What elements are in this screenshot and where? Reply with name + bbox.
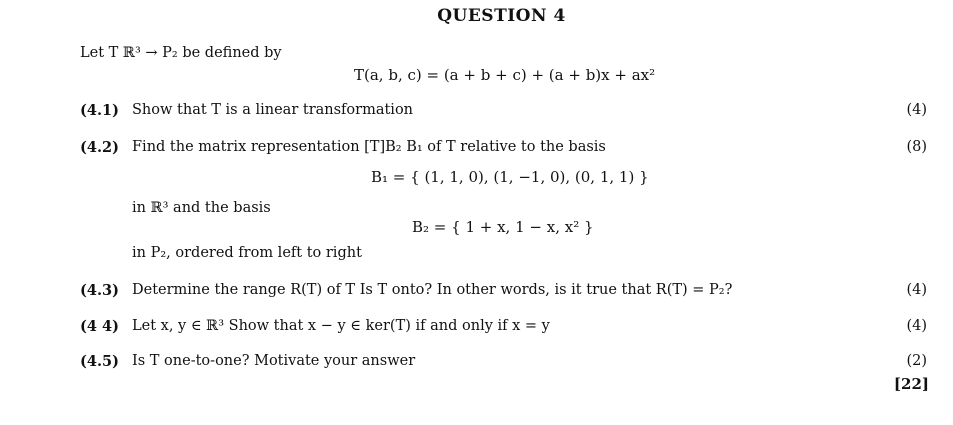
part-text-4-1: Show that T is a linear transformation [132,102,414,118]
part-marks-4-3: (4) [906,282,927,298]
part-marks-4-1: (4) [906,102,927,118]
basis-b1-equation: B₁ = { (1, 1, 0), (1, −1, 0), (0, 1, 1) } [371,168,649,186]
part-number-4-3: (4.3) [80,282,119,299]
part-marks-4-2: (8) [906,139,927,155]
in-p2-text: in P₂, ordered from left to right [132,245,362,261]
total-marks: [22] [893,375,929,393]
basis-b2-equation: B₂ = { 1 + x, 1 − x, x² } [412,218,594,236]
intro-text: Let T ℝ³ → P₂ be defined by [80,45,282,61]
part-number-4-4: (4 4) [80,318,119,335]
question-title: QUESTION 4 [437,6,566,26]
part-text-4-5: Is T one-to-one? Motivate your answer [132,353,416,369]
part-number-4-1: (4.1) [80,102,119,119]
part-marks-4-5: (2) [906,353,927,369]
part-text-4-3: Determine the range R(T) of T Is T onto? In other words, is it true that R(T) = P₂? [132,282,733,298]
in-r3-text: in ℝ³ and the basis [132,200,271,216]
part-number-4-2: (4.2) [80,139,119,156]
definition-equation: T(a, b, c) = (a + b + c) + (a + b)x + ax² [354,66,656,84]
part-number-4-5: (4.5) [80,353,119,370]
part-marks-4-4: (4) [906,318,927,334]
part-text-4-4: Let x, y ∈ ℝ³ Show that x − y ∈ ker(T) if and only if x = y [132,318,550,334]
part-text-4-2: Find the matrix representation [T]B₂ B₁ of T relative to the basis [132,139,606,155]
